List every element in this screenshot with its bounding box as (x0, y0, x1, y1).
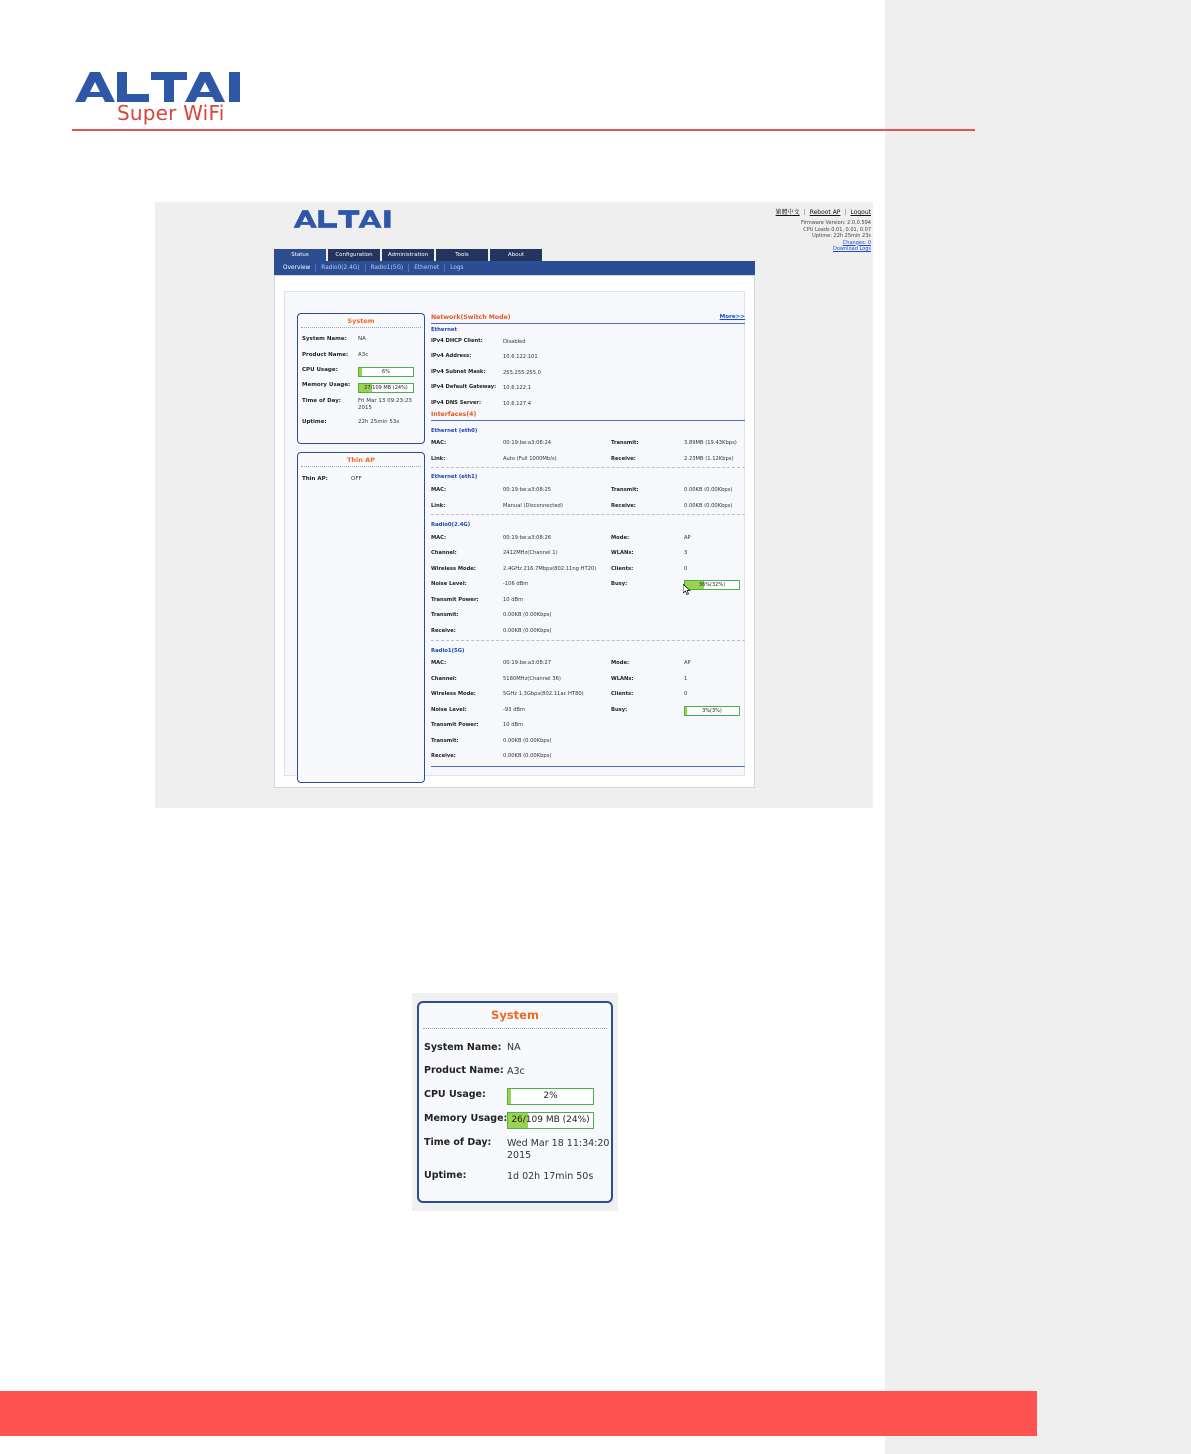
radio0-receive-value: 0.00KB (0.00Kbps) (503, 628, 552, 634)
radio0-noise-value: -106 dBm (503, 581, 529, 587)
radio1-clients-value: 0 (684, 691, 688, 697)
ethernet-head: Ethernet (431, 327, 458, 333)
cpu-usage-bar (358, 367, 414, 377)
eth1-mac-value: 00:19:be:a3:08:25 (503, 487, 552, 493)
system-name-label: System Name: (424, 1042, 502, 1053)
radio1-mac-label: MAC: (431, 660, 447, 666)
altai-wordmark-icon (276, 209, 424, 229)
eth0-transmit-value: 3.89MB (19.43Kbps) (684, 440, 737, 446)
system-name-value: NA (358, 336, 366, 342)
eth0-receive-value: 2.23MB (1.12Kbps) (684, 456, 734, 462)
overview-panel (284, 291, 745, 776)
system-name-label: System Name: (302, 336, 347, 342)
radio0-wireless-mode-label: Wireless Mode: (431, 566, 476, 572)
radio1-busy-bar (684, 706, 740, 716)
subtab-ethernet[interactable]: Ethernet (409, 264, 445, 272)
gateway-label: IPv4 Default Gateway: (431, 384, 497, 390)
radio0-clients-label: Clients: (611, 566, 634, 572)
memory-usage-label: Memory Usage: (424, 1113, 508, 1124)
cpu-usage-label: CPU Usage: (424, 1089, 486, 1100)
radio1-busy-value: 3%(3%) (702, 708, 722, 714)
dhcp-value: Disabled (503, 339, 526, 345)
memory-usage-label: Memory Usage: (302, 382, 351, 388)
thin-ap-card (297, 452, 425, 783)
radio1-busy-label: Busy: (611, 707, 628, 713)
row-divider (431, 467, 745, 468)
product-name-value: A3c (507, 1066, 525, 1077)
section-divider (431, 420, 745, 421)
radio0-transmit-label: Transmit: (431, 612, 459, 618)
subtab-overview[interactable]: Overview (278, 264, 316, 272)
system-card-title: System (423, 1003, 607, 1029)
top-links: 繁體中文 | Reboot AP | Logout (775, 209, 871, 216)
uptime-value: 22h 25min 53s (358, 419, 400, 425)
radio1-head: Radio1(5G) (431, 648, 465, 654)
eth1-transmit-value: 0.00KB (0.00Kbps) (684, 487, 733, 493)
radio0-wlans-value: 3 (684, 550, 688, 556)
radio0-transmit-value: 0.00KB (0.00Kbps) (503, 612, 552, 618)
language-link[interactable]: 繁體中文 (775, 209, 800, 216)
time-of-day-label: Time of Day: (424, 1137, 492, 1148)
network-section (431, 314, 745, 784)
comment-pane (885, 0, 1191, 1454)
subnet-mask-value: 255.255.255.0 (503, 370, 541, 376)
network-title: Network(Switch Mode) (431, 314, 511, 321)
overview-content (274, 275, 755, 788)
radio0-noise-label: Noise Level: (431, 581, 467, 587)
radio1-receive-value: 0.00KB (0.00Kbps) (503, 753, 552, 759)
cpu-usage-bar (507, 1088, 594, 1105)
eth0-link-value: Auto (Full 1000Mb/s) (503, 456, 557, 462)
eth1-receive-value: 0.00KB (0.00Kbps) (684, 503, 733, 509)
cpu-usage-label: CPU Usage: (302, 367, 338, 373)
radio1-wireless-mode-value: 5GHz 1.3Gbps(802.11ac HT80) (503, 691, 584, 697)
section-divider (431, 323, 745, 324)
eth1-link-value: Manual (Disconnected) (503, 503, 563, 509)
eth0-head: Ethernet (eth0) (431, 428, 478, 434)
thin-ap-value: OFF (351, 476, 362, 482)
product-name-value: A3c (358, 352, 369, 358)
time-of-day-label: Time of Day: (302, 398, 341, 404)
dns-value: 10.6.127.4 (503, 401, 532, 407)
radio1-tx-power-value: 10 dBm (503, 722, 524, 728)
radio1-tx-power-label: Transmit Power: (431, 722, 479, 728)
radio1-channel-label: Channel: (431, 676, 457, 682)
tab-tools[interactable]: Tools (436, 249, 488, 261)
mouse-cursor-icon (683, 584, 691, 595)
eth1-head: Ethernet (eth1) (431, 474, 478, 480)
time-of-day-year: 2015 (507, 1150, 532, 1161)
firmware-version: Firmware Version: 2.0.0.594 (800, 220, 871, 226)
radio1-transmit-value: 0.00KB (0.00Kbps) (503, 738, 552, 744)
radio0-channel-value: 2412MHz(Channel 1) (503, 550, 558, 556)
row-divider (431, 640, 745, 641)
cpu-usage-value: 2% (543, 1091, 558, 1101)
logo-tagline: Super WiFi (117, 101, 225, 125)
eth1-transmit-label: Transmit: (611, 487, 639, 493)
header-rule (72, 129, 975, 131)
eth1-receive-label: Receive: (611, 503, 636, 509)
subtab-radio1[interactable]: Radio1(5G) (366, 264, 410, 272)
altai-wordmark-icon (75, 70, 267, 104)
radio1-noise-label: Noise Level: (431, 707, 467, 713)
eth1-link-label: Link: (431, 503, 446, 509)
section-divider (431, 766, 745, 767)
radio1-receive-label: Receive: (431, 753, 456, 759)
uptime-label: Uptime: (302, 419, 327, 425)
logout-link[interactable]: Logout (850, 209, 871, 216)
memory-usage-value: 27/109 MB (24%) (364, 385, 408, 391)
ipv4-address-label: IPv4 Address: (431, 353, 472, 359)
ipv4-address-value: 10.6.122.101 (503, 354, 538, 360)
radio1-mode-value: AP (684, 660, 691, 666)
radio0-receive-label: Receive: (431, 628, 456, 634)
radio0-wlans-label: WLANs: (611, 550, 634, 556)
subnet-mask-label: IPv4 Subnet Mask: (431, 369, 486, 375)
more-link[interactable]: More>> (719, 314, 745, 320)
radio0-tx-power-label: Transmit Power: (431, 597, 479, 603)
cpu-usage-value: 6% (382, 369, 390, 375)
radio1-clients-label: Clients: (611, 691, 634, 697)
time-of-day-value: Wed Mar 18 11:34:20 (507, 1138, 610, 1149)
radio0-mode-label: Mode: (611, 535, 630, 541)
reboot-ap-link[interactable]: Reboot AP (809, 209, 841, 216)
radio1-mac-value: 00:19:be:a3:08:27 (503, 660, 552, 666)
radio0-wireless-mode-value: 2.4GHz 216.7Mbps(802.11ng HT20) (503, 566, 597, 572)
main-tabs (274, 249, 542, 261)
thin-ap-card-title: Thin AP (301, 453, 421, 467)
radio1-transmit-label: Transmit: (431, 738, 459, 744)
cpu-loads: CPU Loads 0.01, 0.01, 0.07 (803, 226, 871, 233)
system-card-large (417, 1001, 613, 1203)
web-ui-screenshot (155, 202, 873, 808)
eth1-mac-label: MAC: (431, 487, 447, 493)
subtab-logs[interactable]: Logs (450, 265, 464, 271)
download-logs-link[interactable]: Download Logs (833, 246, 871, 252)
radio0-busy-bar (684, 580, 740, 590)
radio0-mode-value: AP (684, 535, 691, 541)
tab-configuration[interactable]: Configuration (328, 249, 380, 261)
radio0-mac-value: 00:19:be:a3:08:26 (503, 535, 552, 541)
radio0-tx-power-value: 10 dBm (503, 597, 524, 603)
eth0-mac-label: MAC: (431, 440, 447, 446)
footer-band (0, 1391, 1037, 1436)
radio1-wireless-mode-label: Wireless Mode: (431, 691, 476, 697)
radio1-noise-value: -93 dBm (503, 707, 526, 713)
uptime-label: Uptime: (424, 1170, 467, 1181)
radio1-channel-value: 5180MHz(Channel 36) (503, 676, 561, 682)
eth0-mac-value: 00:19:be:a3:08:24 (503, 440, 552, 446)
memory-usage-value: 26/109 MB (24%) (511, 1115, 590, 1125)
memory-usage-bar (358, 383, 414, 393)
radio0-clients-value: 0 (684, 566, 688, 572)
radio0-busy-value: 36%(32%) (698, 582, 726, 588)
eth0-receive-label: Receive: (611, 456, 636, 462)
tab-administration[interactable]: Administration (382, 249, 434, 261)
changes-link[interactable]: Changes: 0 (842, 239, 871, 246)
eth0-link-label: Link: (431, 456, 446, 462)
radio1-wlans-label: WLANs: (611, 676, 634, 682)
interfaces-title: Interfaces(4) (431, 411, 477, 418)
gateway-value: 10.6.122.1 (503, 385, 532, 391)
dhcp-label: IPv4 DHCP Client: (431, 338, 483, 344)
uptime-value: 1d 02h 17min 50s (507, 1171, 594, 1182)
radio1-wlans-value: 1 (684, 676, 688, 682)
thin-ap-label: Thin AP: (302, 476, 328, 482)
sub-tabs (274, 261, 755, 275)
memory-usage-bar (507, 1112, 594, 1129)
tab-about[interactable]: About (490, 249, 542, 261)
tab-status[interactable]: Status (274, 249, 326, 261)
radio0-busy-label: Busy: (611, 581, 628, 587)
radio0-channel-label: Channel: (431, 550, 457, 556)
radio1-mode-label: Mode: (611, 660, 630, 666)
eth0-transmit-label: Transmit: (611, 440, 639, 446)
altai-logo (75, 70, 275, 126)
radio0-mac-label: MAC: (431, 535, 447, 541)
product-name-label: Product Name: (302, 352, 349, 358)
time-of-day-value: Fri Mar 13 09:23:23 (358, 398, 412, 404)
product-name-label: Product Name: (424, 1065, 504, 1076)
system-name-value: NA (507, 1042, 521, 1053)
system-info (741, 220, 871, 253)
row-divider (431, 514, 745, 515)
system-card-title: System (301, 314, 421, 328)
dns-label: IPv4 DNS Server: (431, 400, 482, 406)
subtab-radio0[interactable]: Radio0(2.4G) (316, 264, 365, 272)
system-card (297, 313, 425, 444)
uptime-info: Uptime: 22h 25min 23s (812, 233, 871, 239)
radio0-head: Radio0(2.4G) (431, 522, 471, 528)
time-of-day-year: 2015 (358, 405, 372, 411)
system-card-zoom (412, 993, 618, 1211)
